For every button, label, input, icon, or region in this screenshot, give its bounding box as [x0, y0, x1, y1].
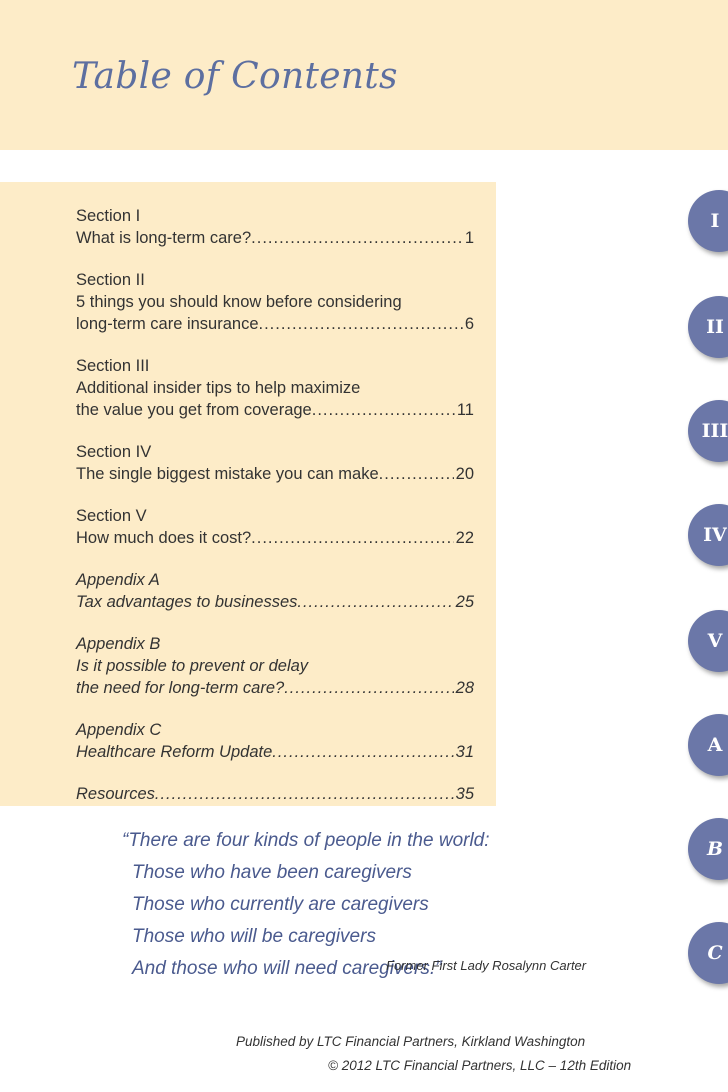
toc-entry-title: What is long-term care?	[76, 229, 252, 247]
toc-dot-leader	[251, 527, 453, 549]
toc-entry-label: Appendix A	[76, 571, 160, 589]
toc-entry-label: Section IV	[76, 443, 152, 461]
tab-label: C	[707, 942, 723, 964]
toc-entry[interactable]	[76, 505, 474, 549]
tab-label: B	[706, 838, 724, 860]
toc-entry-title-line: Is it possible to prevent or delay	[76, 657, 309, 675]
toc-entry-leader-line	[76, 399, 474, 421]
toc-entry-label: Section I	[76, 207, 141, 225]
tab-label: III	[701, 420, 728, 442]
footer-copyright: © 2012 LTC Financial Partners, LLC – 12th Edition	[328, 1058, 632, 1073]
tab-label: IV	[703, 524, 727, 546]
toc-entry-title: The single biggest mistake you can make	[76, 465, 379, 483]
toc-entry-title: the value you get from coverage	[76, 401, 312, 419]
toc-entry[interactable]	[76, 719, 474, 763]
toc-page-number: 35	[455, 785, 474, 803]
toc-entry[interactable]	[76, 355, 474, 421]
toc-dot-leader	[379, 463, 454, 485]
tab-ii[interactable]	[688, 296, 728, 358]
quote-line-2: Those who have been caregivers	[132, 862, 412, 883]
quote-attribution: Former First Lady Rosalynn Carter	[386, 958, 587, 973]
toc-dot-leader	[259, 313, 463, 335]
toc-entry-title: Tax advantages to businesses	[76, 593, 298, 611]
quote-block	[0, 822, 728, 982]
tab-label: II	[706, 316, 724, 338]
toc-entry-title: the need for long-term care?	[76, 679, 285, 697]
toc-entry-label: Appendix C	[76, 721, 162, 739]
toc-page-number: 11	[456, 401, 474, 419]
toc-entry[interactable]	[76, 633, 474, 699]
toc-entry[interactable]	[76, 269, 474, 335]
quote-line-5: And those who will need caregivers.”	[132, 958, 442, 979]
quote-line-3: Those who currently are caregivers	[132, 894, 429, 915]
footer-published: Published by LTC Financial Partners, Kirkland Washington	[236, 1034, 586, 1049]
toc-entry-leader-line	[76, 313, 474, 335]
toc-dot-leader	[312, 399, 455, 421]
toc-entry-title: Healthcare Reform Update	[76, 743, 273, 761]
toc-entry-leader-line	[76, 527, 474, 549]
toc-entry-title: Resources	[76, 785, 155, 803]
quote-line-1: “There are four kinds of people in the world:	[122, 830, 490, 851]
page-title: Table of Contents	[72, 56, 398, 97]
toc-entry-leader-line	[76, 741, 474, 763]
toc-entry[interactable]	[76, 569, 474, 613]
toc-page-number: 20	[455, 465, 474, 483]
tab-label: V	[707, 630, 723, 652]
tab-label: I	[710, 210, 720, 232]
toc-entry[interactable]	[76, 783, 474, 805]
tab-iv[interactable]	[688, 504, 728, 566]
toc-dot-leader	[297, 591, 453, 613]
toc-dot-leader	[284, 677, 453, 699]
toc-page-number: 6	[464, 315, 474, 333]
toc-entry[interactable]	[76, 205, 474, 249]
toc-list	[76, 205, 474, 825]
toc-entry-leader-line	[76, 591, 474, 613]
toc-entry-leader-line	[76, 463, 474, 485]
toc-dot-leader	[272, 741, 453, 763]
toc-dot-leader	[251, 227, 463, 249]
toc-page-number: 25	[455, 593, 474, 611]
tab-v[interactable]	[688, 610, 728, 672]
tab-iii[interactable]	[688, 400, 728, 462]
toc-page-number: 1	[464, 229, 474, 247]
toc-entry-leader-line	[76, 677, 474, 699]
toc-entry-leader-line	[76, 227, 474, 249]
toc-entry-label: Section II	[76, 271, 145, 289]
toc-entry-title: How much does it cost?	[76, 529, 252, 547]
tab-a[interactable]	[688, 714, 728, 776]
toc-entry-title-line: Additional insider tips to help maximize	[76, 379, 361, 397]
toc-entry-title-line: 5 things you should know before considering	[76, 293, 402, 311]
quote-line-4: Those who will be caregivers	[132, 926, 376, 947]
toc-page-number: 22	[455, 529, 474, 547]
tab-label: A	[707, 734, 723, 756]
toc-entry[interactable]	[76, 441, 474, 485]
toc-page-number: 31	[455, 743, 474, 761]
tab-i[interactable]	[688, 190, 728, 252]
toc-entry-leader-line	[76, 783, 474, 805]
toc-entry-label: Section III	[76, 357, 150, 375]
toc-entry-label: Section V	[76, 507, 147, 525]
toc-entry-label: Appendix B	[76, 635, 161, 653]
toc-page-number: 28	[455, 679, 474, 697]
toc-dot-leader	[155, 783, 454, 805]
toc-entry-title: long-term care insurance	[76, 315, 259, 333]
